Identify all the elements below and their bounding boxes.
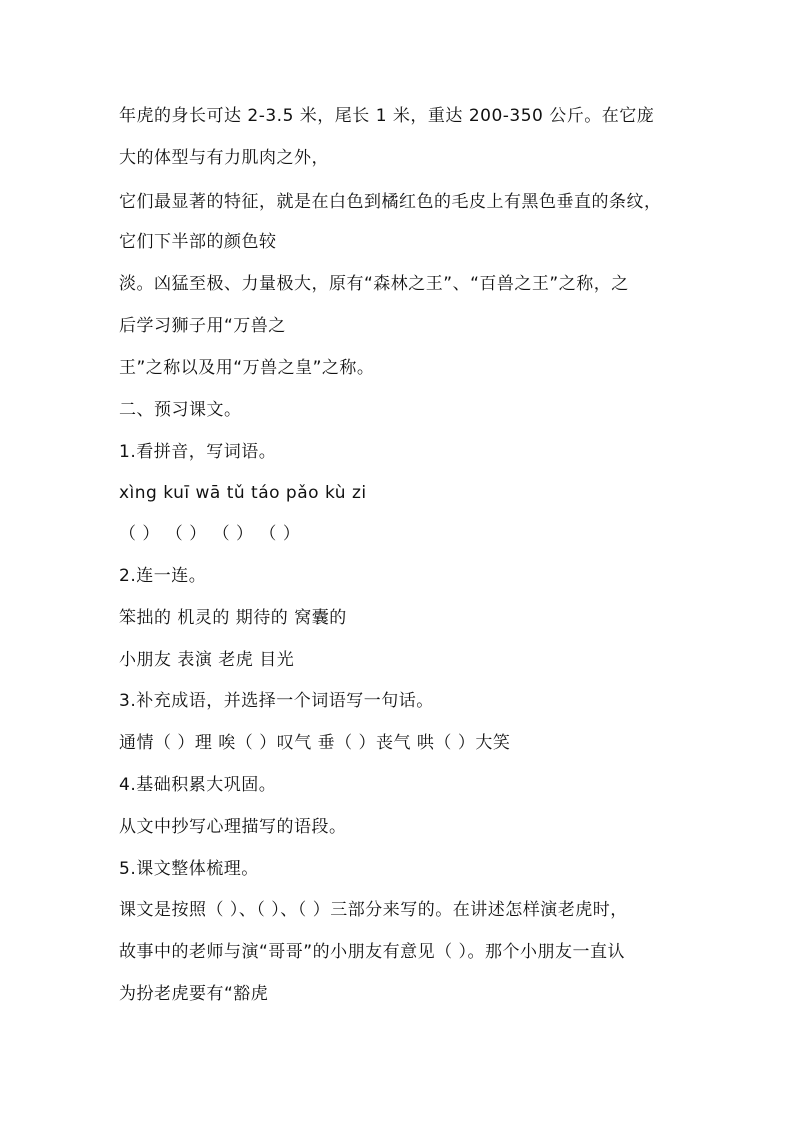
text-line-3: 它们最显著的特征，就是在白色到橘红色的毛皮上有黑色垂直的条纹，	[119, 192, 662, 212]
pinyin-line: xìng kuī wā tǔ táo pǎo kù zi	[119, 483, 367, 503]
exercise-4-instruction: 从文中抄写心理描写的语段。	[119, 817, 347, 837]
exercise-3-title: 3.补充成语，并选择一个词语写一句话。	[119, 691, 434, 711]
match-words-row-1: 笨拙的 机灵的 期待的 窝囊的	[119, 608, 347, 628]
summary-line-3: 为扮老虎要有“豁虎	[119, 984, 269, 1004]
text-line-4: 它们下半部的颜色较	[119, 232, 277, 252]
text-line-1: 年虎的身长可达 2-3.5 米，尾长 1 米，重达 200-350 公斤。在它庞	[119, 106, 655, 126]
exercise-2-title: 2.连一连。	[119, 566, 207, 586]
text-line-2: 大的体型与有力肌肉之外，	[119, 148, 329, 168]
blank-brackets-line: （ ） （ ） （ ） （ ）	[119, 524, 301, 544]
section-heading: 二、预习课文。	[119, 400, 242, 420]
exercise-1-title: 1.看拼音，写词语。	[119, 442, 277, 462]
summary-line-1: 课文是按照（ ）、（ ）、（ ）三部分来写的。在讲述怎样演老虎时，	[119, 900, 628, 920]
exercise-4-title: 4.基础积累大巩固。	[119, 775, 277, 795]
summary-line-2: 故事中的老师与演“哥哥”的小朋友有意见（ ）。那个小朋友一直认	[119, 942, 626, 962]
match-words-row-2: 小朋友 表演 老虎 目光	[119, 650, 295, 670]
text-line-6: 后学习狮子用“万兽之	[119, 316, 286, 336]
text-line-5: 淡。凶猛至极、力量极大，原有“森林之王”、“百兽之王”之称，之	[119, 274, 629, 294]
text-line-7: 王”之称以及用“万兽之皇”之称。	[119, 358, 375, 378]
exercise-5-title: 5.课文整体梳理。	[119, 859, 259, 879]
idiom-blanks-line: 通情（ ）理 唉（ ）叹气 垂（ ）丧气 哄（ ）大笑	[119, 733, 511, 753]
